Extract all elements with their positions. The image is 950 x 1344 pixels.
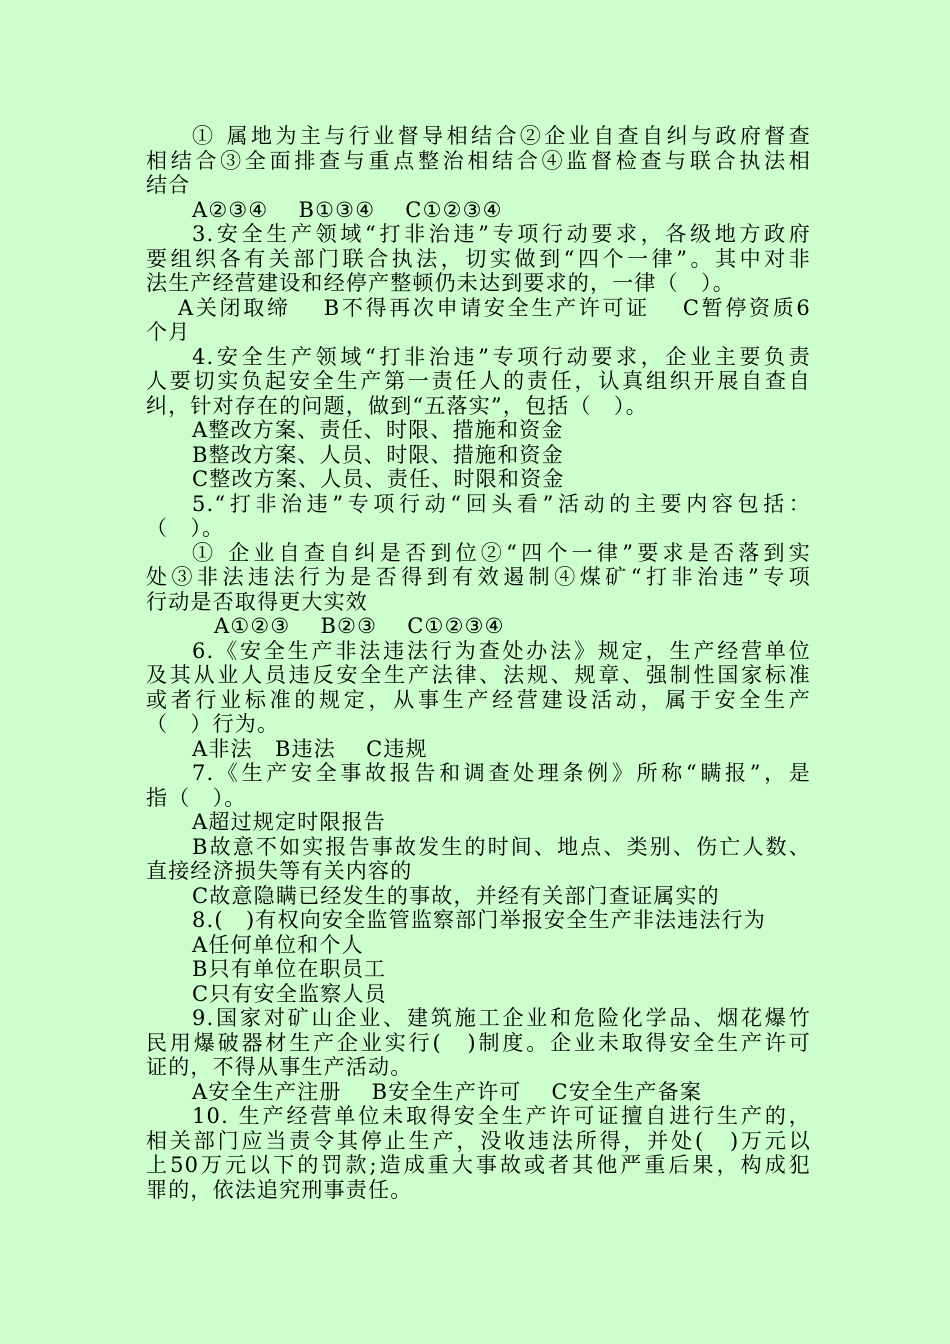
answer-choice-b-cont: 直接经济损失等有关内容的	[146, 859, 413, 883]
answer-choice-b: B整改方案、人员、时限、措施和资金	[192, 442, 564, 467]
answer-choices: A①②③ B②③ C①②③④	[214, 614, 505, 638]
question-6: 6.《安全生产非法违法行为查处办法》规定，生产经营单位	[192, 638, 811, 663]
question-7: 7.《生产安全事故报告和调查处理条例》所称“瞒报”，是	[192, 761, 811, 785]
question-text: 民用爆破器材生产企业实行( )制度。企业未取得安全生产许可	[146, 1030, 811, 1055]
answer-choice-c: C整改方案、人员、责任、时限和资金	[192, 467, 565, 491]
answer-choice-a: A超过规定时限报告	[192, 810, 386, 834]
document-page	[146, 124, 811, 1202]
question-text: 人要切实负起安全生产第一责任人的责任，认真组织开展自查自	[146, 369, 811, 393]
question-5: 5.“打非治违”专项行动“回头看”活动的主要内容包括：	[192, 491, 811, 516]
question-text: 纠，针对存在的问题，做到“五落实”，包括（ ）。	[146, 393, 648, 418]
option-line: 相结合③全面排查与重点整治相结合④监督检查与联合执法相	[146, 148, 811, 173]
question-text: 法生产经营建设和经停产整顿仍未达到要求的，一律（ ）。	[146, 271, 735, 295]
option-line: ① 企业自查自纠是否到位②“四个一律”要求是否落到实	[192, 540, 811, 565]
option-line: 结合	[146, 173, 191, 197]
question-text: 要组织各有关部门联合执法，切实做到“四个一律”。其中对非	[146, 246, 811, 271]
answer-choices: A关闭取缔 B不得再次申请安全生产许可证 C暂停资质6	[178, 295, 811, 320]
question-text: 上50万元以下的罚款;造成重大事故或者其他严重后果，构成犯	[146, 1153, 811, 1177]
question-9: 9.国家对矿山企业、建筑施工企业和危险化学品、烟花爆竹	[192, 1006, 811, 1030]
question-text: （ ）行为。	[146, 712, 280, 736]
question-10: 10. 生产经营单位未取得安全生产许可证擅自进行生产的，	[192, 1104, 811, 1128]
option-line: 处③非法违法行为是否得到有效遏制④煤矿“打非治违”专项	[146, 565, 811, 589]
answer-choices: A非法 B违法 C违规	[192, 736, 428, 761]
question-text: 罪的，依法追究刑事责任。	[146, 1177, 413, 1202]
question-text: 相关部门应当责令其停止生产，没收违法所得，并处( )万元以	[146, 1128, 811, 1153]
answer-choice-b: B故意不如实报告事故发生的时间、地点、类别、伤亡人数、	[192, 834, 811, 859]
answer-choices: 个月	[146, 320, 191, 344]
answer-choice-a: A任何单位和个人	[192, 932, 364, 957]
question-3: 3.安全生产领域“打非治违”专项行动要求，各级地方政府	[192, 222, 811, 246]
answer-choice-a: A整改方案、责任、时限、措施和资金	[192, 418, 564, 442]
answer-choice-c: C只有安全监察人员	[192, 981, 387, 1006]
question-8: 8.( )有权向安全监管监察部门举报安全生产非法违法行为	[192, 908, 767, 932]
answer-choices: A②③④ B①③④ C①②③④	[192, 197, 503, 222]
answer-choices: A安全生产注册 B安全生产许可 C安全生产备案	[192, 1079, 703, 1104]
question-text: 或者行业标准的规定，从事生产经营建设活动，属于安全生产	[146, 687, 811, 712]
answer-choice-c: C故意隐瞒已经发生的事故，并经有关部门查证属实的	[192, 883, 720, 908]
question-text: 指（ ）。	[146, 785, 247, 810]
option-line: 行动是否取得更大实效	[146, 589, 368, 614]
answer-choice-b: B只有单位在职员工	[192, 957, 387, 981]
question-4: 4.安全生产领域“打非治违”专项行动要求，企业主要负责	[192, 344, 811, 369]
question-text: 证的，不得从事生产活动。	[146, 1055, 413, 1079]
question-text: 及其从业人员违反安全生产法律、法规、规章、强制性国家标准	[146, 663, 811, 687]
option-line: ① 属地为主与行业督导相结合②企业自查自纠与政府督查	[192, 124, 811, 148]
question-text: （ ）。	[146, 516, 225, 540]
